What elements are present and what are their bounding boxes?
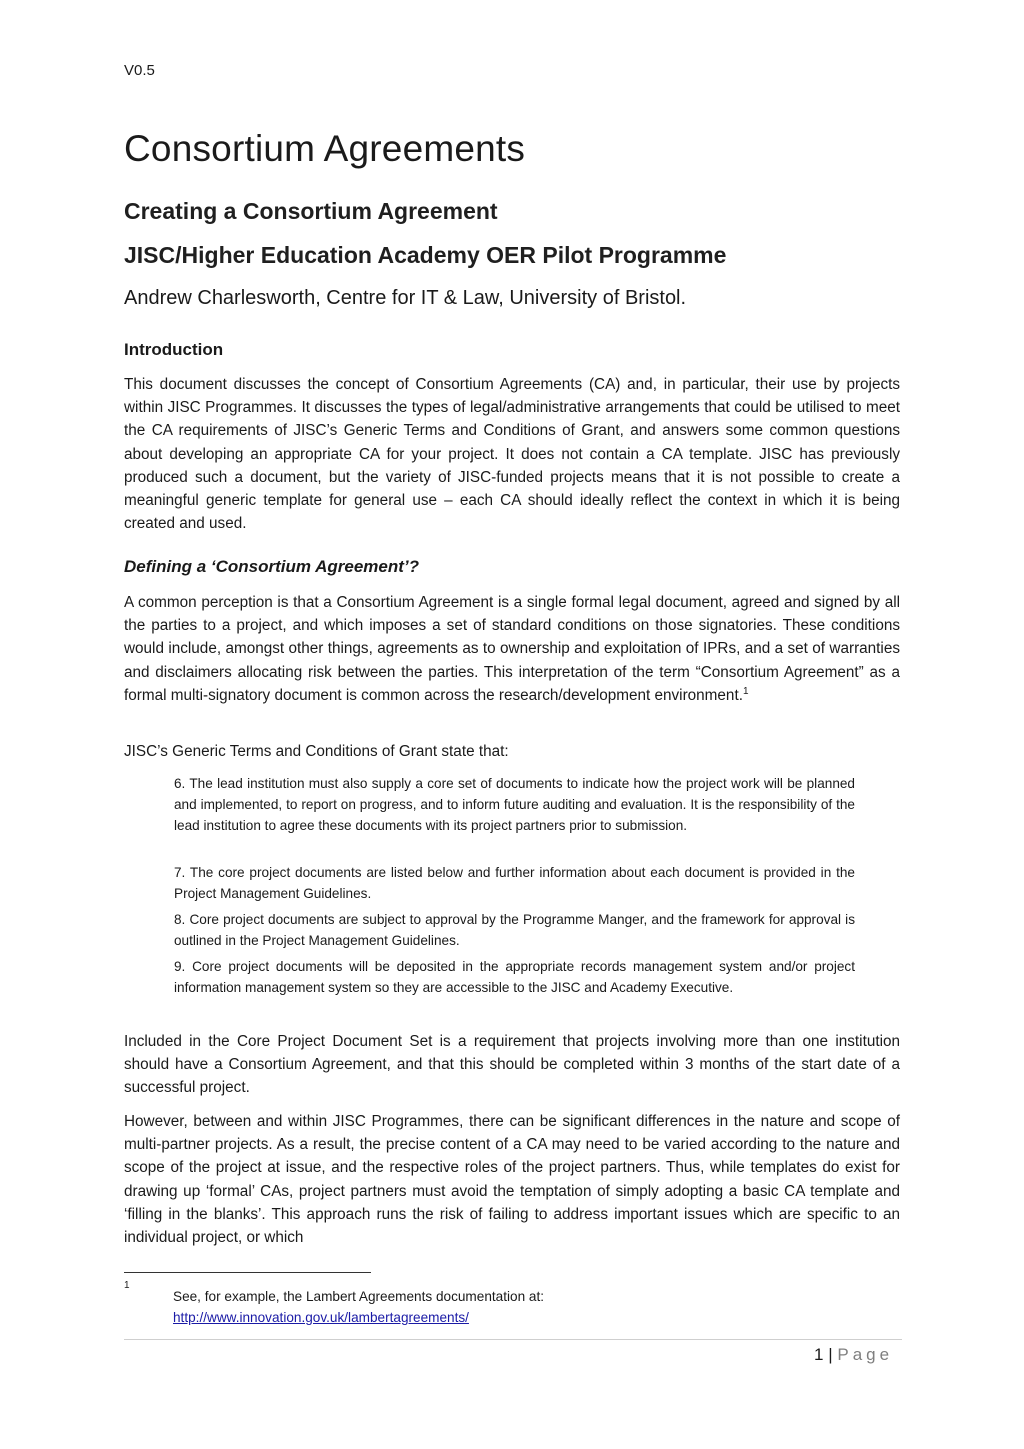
defining-paragraph-1-text: A common perception is that a Consortium Agreement is a single formal legal document, agreed and signed by all the parties to a project, and which imposes a set of standard conditions on those signatories. These conditions would include, amongst other things, agreements as to ownership and exploitation of IPRs, and a set of warranties and disclaimers allocating risk between the parties. This interpretation of the term “Consortium Agreement” as a formal multi-signatory document is common across the research/development environment. — [124, 594, 900, 704]
quoted-clause-6: 6. The lead institution must also supply a core set of documents to indicate how the project work will be planned and implemented, to report on progress, and to inform future auditing and evaluation. It is the responsibility of the lead institution to agree these documents with its project partners prior to submission. — [174, 776, 855, 834]
quoted-clause-7: 7. The core project documents are listed below and further information about each document is provided in the Project Management Guidelines. — [174, 865, 855, 902]
defining-paragraph-4: However, between and within JISC Programmes, there can be significant differences in the nature and scope of multi-partner projects. As a result, the precise content of a CA may need to be varied according to the nature and scope of the project at issue, and the respective roles of the project partners. Thus, while templates do exist for drawing up ‘formal’ CAs, project partners must avoid the temptation of simply adopting a basic CA template and ‘filling in the blanks’. This approach runs the risk of failing to address important issues which are specific to an individual project, or which — [124, 1113, 900, 1247]
introduction-paragraph: This document discusses the concept of Consortium Agreements (CA) and, in particular, their use by projects within JISC Programmes. It discusses the types of legal/administrative arrangements that could be utilised to meet the CA requirements of JISC’s Generic Terms and Conditions of Grant, and answers some common questions about developing an appropriate CA for your project. It does not contain a CA template. JISC has previously produced such a document, but the variety of JISC-funded projects means that it is not possible to create a meaningful generic template for general use – each CA should ideally reflect the context in which it is being created and used. — [124, 376, 900, 533]
defining-paragraph-2: JISC’s Generic Terms and Conditions of Grant state that: — [124, 743, 509, 760]
defining-heading: Defining a ‘Consortium Agreement’? — [124, 557, 420, 576]
footer-separator: | — [828, 1345, 833, 1364]
author-line: Andrew Charlesworth, Centre for IT & Law, University of Bristol. — [124, 287, 687, 309]
footnote-link[interactable]: http://www.innovation.gov.uk/lambertagreements/ — [173, 1310, 469, 1325]
quoted-clause-8: 8. Core project documents are subject to approval by the Programme Manger, and the framework for approval is outlined in the Project Management Guidelines. — [174, 912, 855, 949]
document-title: Consortium Agreements — [124, 128, 526, 169]
quoted-clause-9: 9. Core project documents will be deposited in the appropriate records management system and/or project information management system so they are accessible to the JISC and Academy Executive. — [174, 959, 855, 996]
page-number: 1 — [814, 1345, 824, 1364]
programme-title: JISC/Higher Education Academy OER Pilot Programme — [124, 242, 727, 268]
footnote-reference[interactable]: 1 — [742, 685, 749, 697]
footnote-divider — [124, 1272, 371, 1273]
page-footer — [814, 1345, 893, 1365]
introduction-heading: Introduction — [124, 340, 224, 359]
footnote-text — [173, 1286, 544, 1328]
document-subtitle: Creating a Consortium Agreement — [124, 198, 498, 224]
defining-paragraph-1 — [124, 591, 900, 707]
defining-paragraph-3: Included in the Core Project Document Set is a requirement that projects involving more than one institution should have a Consortium Agreement, and that this should be completed within 3 months of the start date of a successful project. — [124, 1033, 900, 1097]
footnote-marker: 1 — [124, 1280, 130, 1291]
footer-divider — [124, 1339, 902, 1340]
footnote-description: See, for example, the Lambert Agreements documentation at: — [173, 1289, 545, 1304]
version-label: V0.5 — [124, 62, 155, 79]
page-label: Page — [837, 1345, 894, 1364]
